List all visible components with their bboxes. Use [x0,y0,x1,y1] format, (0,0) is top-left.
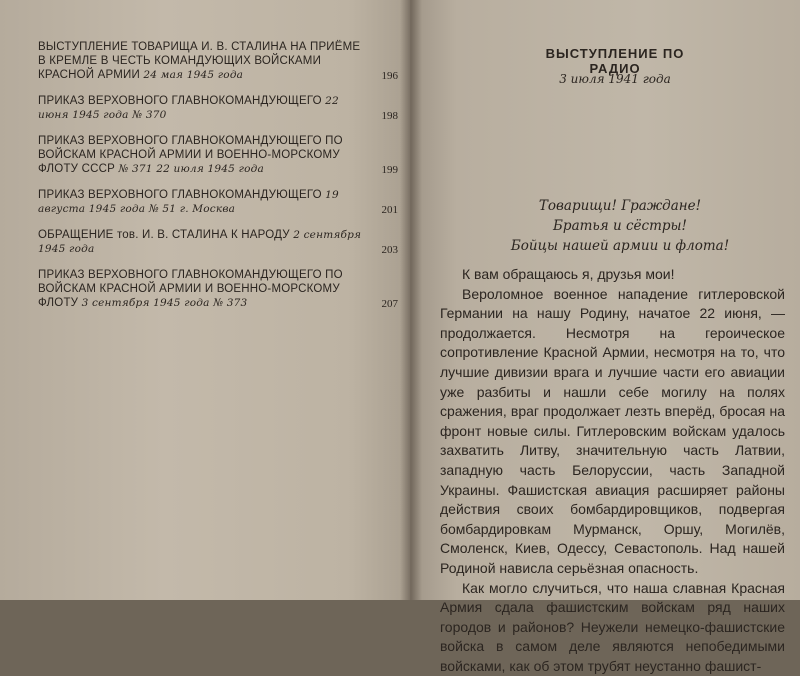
toc-entry-title: ПРИКАЗ ВЕРХОВНОГО ГЛАВНОКОМАНДУЮЩЕГО ПО ВОЙСКАМ КРАСНОЙ АРМИИ И ВОЕННО-МОРСКОМУ ФЛОТУ СССР [38,135,343,175]
speech-title: ВЫСТУПЛЕНИЕ ПО РАДИО [520,46,710,76]
toc-page-number: 203 [382,244,399,256]
speech-date: 3 июля 1941 года [520,72,710,86]
address-line: Товарищи! Граждане! [470,196,770,216]
toc-page-number: 198 [382,110,399,122]
address-line: Братья и сёстры! [470,216,770,236]
toc-entry-title: ПРИКАЗ ВЕРХОВНОГО ГЛАВНОКОМАНДУЮЩЕГО [38,95,322,107]
toc-entry-title: ОБРАЩЕНИЕ тов. И. В. СТАЛИНА К НАРОДУ [38,229,290,241]
speech-paragraph: Как могло случиться, что наша славная Красная Армия сдала фашистским войскам ряд наших городов и районов? Неужели немецко-фашистские войска в самом деле являются непобедимыми войсками, как об этом трубят неустанно фашист- [440,579,785,676]
left-page [0,0,410,600]
toc-entry-date: 19 августа 1945 года № 51 г. Москва [38,189,339,215]
speech-body [440,265,785,676]
toc-page-number: 196 [382,70,399,82]
speech-paragraph: К вам обращаюсь я, друзья мои! [440,265,785,285]
address-line: Бойцы нашей армии и флота! [470,236,770,256]
toc-entry [38,188,398,216]
table-of-contents [38,40,398,322]
toc-entry-date: 3 сентября 1945 года № 373 [82,297,248,309]
toc-page-number: 207 [382,298,399,310]
toc-entry-date: № 371 22 июля 1945 года [118,163,264,175]
toc-entry [38,268,398,310]
toc-entry-date: 22 июня 1945 года № 370 [38,95,339,121]
book-gutter [400,0,422,600]
toc-page-number: 199 [382,164,399,176]
toc-entry [38,40,398,82]
toc-entry [38,94,398,122]
toc-entry-date: 2 сентября 1945 года [38,229,361,255]
toc-entry-title: ВЫСТУПЛЕНИЕ ТОВАРИЩА И. В. СТАЛИНА НА ПРИЁМЕ В КРЕМЛЕ В ЧЕСТЬ КОМАНДУЮЩИХ ВОЙСКАМИ КРАСНОЙ АРМИИ [38,41,360,81]
toc-entry-title: ПРИКАЗ ВЕРХОВНОГО ГЛАВНОКОМАНДУЮЩЕГО [38,189,322,201]
speech-address [470,196,770,256]
toc-page-number: 201 [382,204,399,216]
toc-entry-title: ПРИКАЗ ВЕРХОВНОГО ГЛАВНОКОМАНДУЮЩЕГО ПО ВОЙСКАМ КРАСНОЙ АРМИИ И ВОЕННО-МОРСКОМУ ФЛОТУ [38,269,343,309]
toc-entry-date: 24 мая 1945 года [143,69,243,81]
toc-entry [38,228,398,256]
speech-paragraph: Вероломное военное нападение гитлеровской Германии на нашу Родину, начатое 22 июня, — продолжается. Несмотря на героическое сопротивление Красной Армии, несмотря на то, что лучшие дивизии врага и лучшие части его авиации уже разбиты и нашли себе могилу на полях сражения, враг продолжает лезть вперёд, бросая на фронт новые силы. Гитлеровским войскам удалось захватить Литву, значительную часть Латвии, западную часть Белоруссии, часть Западной Украины. Фашистская авиация расширяет районы действия своих бомбардировщиков, подвергая бомбардировкам Мурманск, Оршу, Могилёв, Смоленск, Киев, Одессу, Севастополь. Над нашей Родиной нависла серьёзная опасность. [440,285,785,579]
toc-entry [38,134,398,176]
